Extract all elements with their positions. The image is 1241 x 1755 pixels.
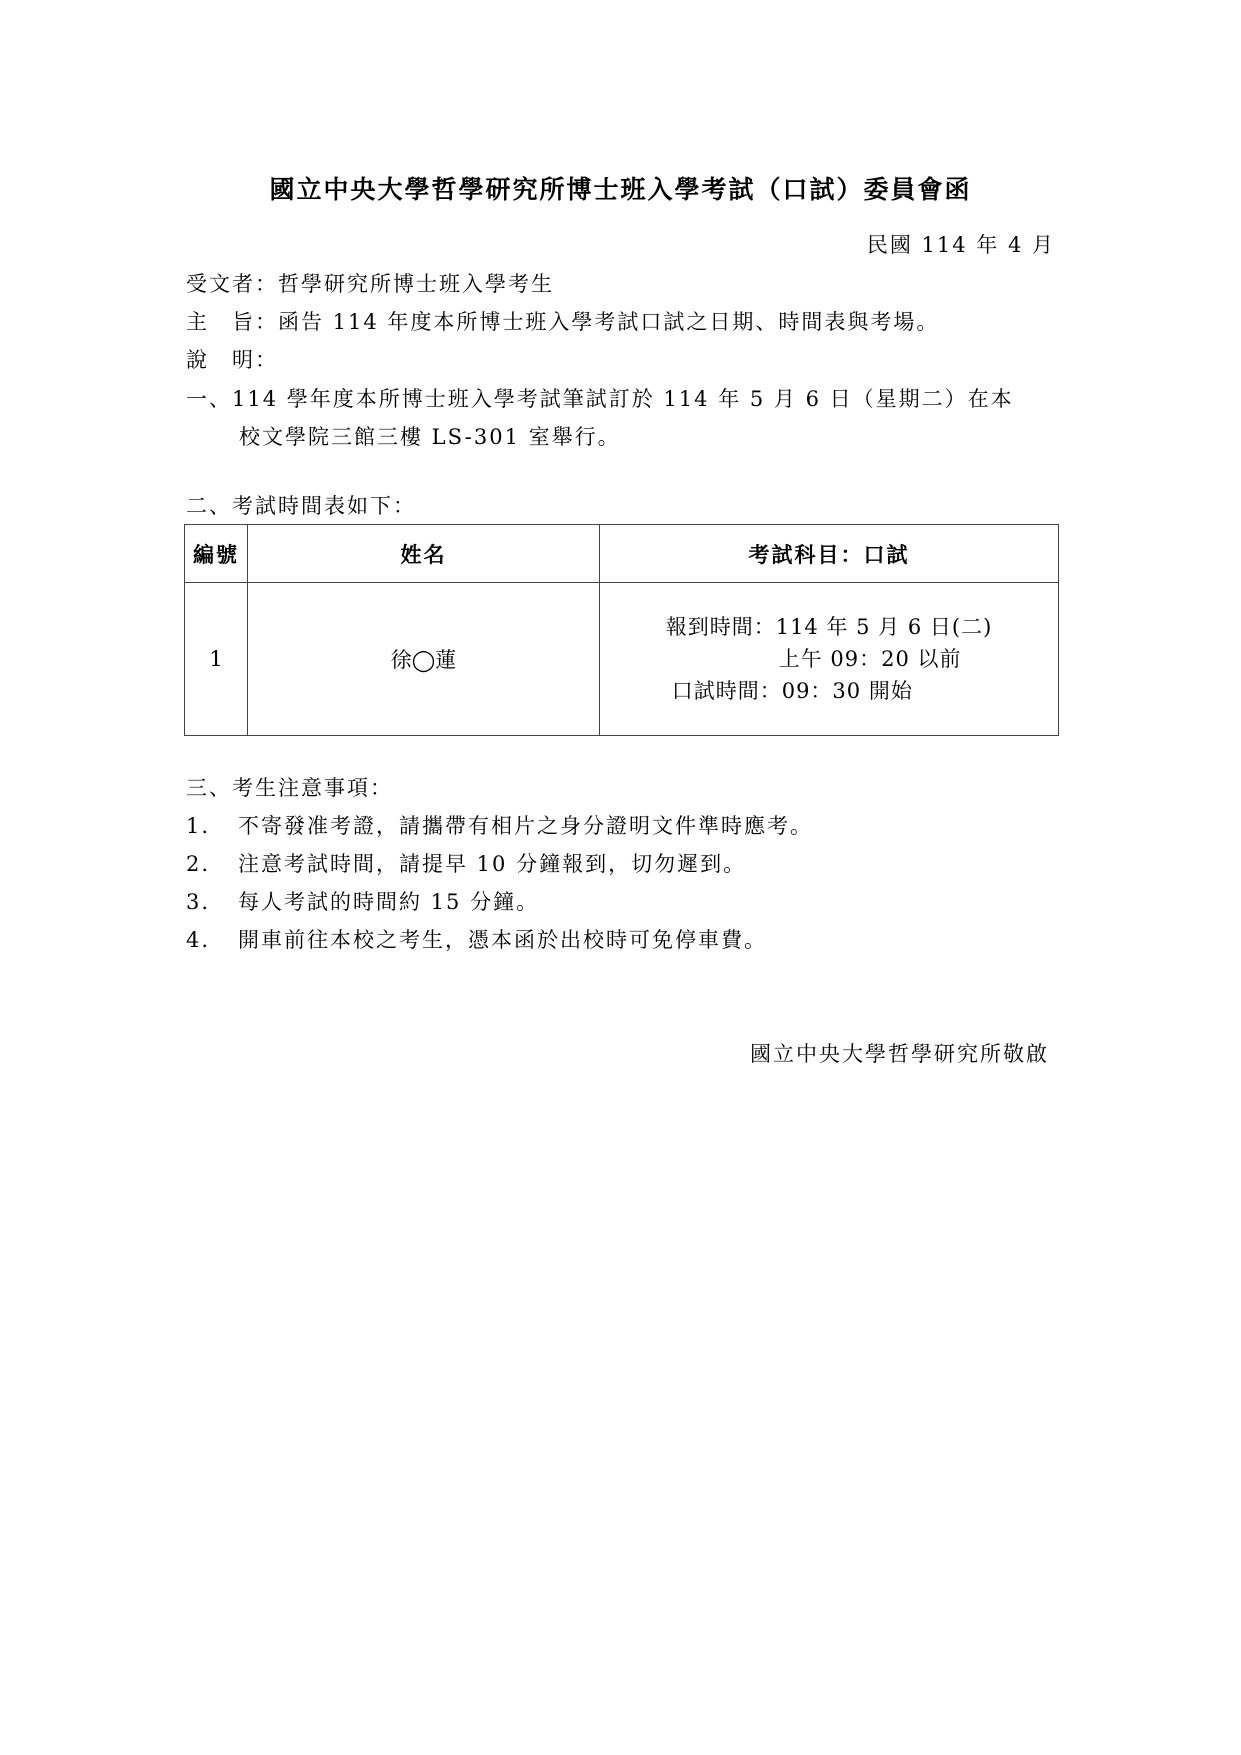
note-text: 開車前往本校之考生，憑本函於出校時可免停車費。 bbox=[238, 928, 767, 952]
note-number: 4. bbox=[186, 928, 211, 952]
header-subject: 考試科目：口試 bbox=[600, 525, 1059, 583]
exam-time: 口試時間：09：30 開始 bbox=[671, 679, 913, 703]
note-item bbox=[186, 924, 767, 954]
item1-line2: 校文學院三館三樓 LS-301 室舉行。 bbox=[239, 425, 621, 449]
note-text: 不寄發准考證，請攜帶有相片之身分證明文件準時應考。 bbox=[238, 814, 813, 838]
note-item bbox=[186, 886, 539, 916]
note-item bbox=[186, 810, 813, 840]
note-number: 2. bbox=[186, 852, 211, 876]
signature: 國立中央大學哲學研究所敬啟 bbox=[750, 1042, 1049, 1066]
subject-line: 主 旨：函告 114 年度本所博士班入學考試口試之日期、時間表與考場。 bbox=[186, 310, 940, 334]
header-number: 編號 bbox=[185, 525, 248, 583]
issue-date: 民國 114 年 4 月 bbox=[866, 233, 1055, 257]
report-time-line2: 上午 09：20 以前 bbox=[778, 647, 962, 671]
cell-number: 1 bbox=[185, 583, 248, 736]
note-text: 注意考試時間，請提早 10 分鐘報到，切勿遲到。 bbox=[238, 852, 747, 876]
header-name: 姓名 bbox=[248, 525, 600, 583]
item3-heading: 三、考生注意事項： bbox=[186, 776, 393, 800]
note-item bbox=[186, 848, 746, 878]
note-number: 1. bbox=[186, 814, 211, 838]
schedule-table bbox=[184, 524, 1059, 736]
item1-line1: 一、114 學年度本所博士班入學考試筆試訂於 114 年 5 月 6 日（星期二）在本 bbox=[186, 387, 1014, 411]
recipient-line: 受文者：哲學研究所博士班入學考生 bbox=[186, 272, 554, 296]
cell-exam-time bbox=[600, 583, 1059, 736]
table-row bbox=[185, 583, 1059, 736]
explanation-heading: 說 明： bbox=[186, 348, 278, 372]
cell-name: 徐◯蓮 bbox=[248, 583, 600, 736]
note-number: 3. bbox=[186, 890, 211, 914]
item2-heading: 二、考試時間表如下： bbox=[186, 494, 416, 518]
table-header-row bbox=[185, 525, 1059, 583]
report-time-line1: 報到時間：114 年 5 月 6 日(二) bbox=[665, 615, 993, 639]
document-title: 國立中央大學哲學研究所博士班入學考試（口試）委員會函 bbox=[269, 175, 972, 204]
note-text: 每人考試的時間約 15 分鐘。 bbox=[238, 890, 540, 914]
